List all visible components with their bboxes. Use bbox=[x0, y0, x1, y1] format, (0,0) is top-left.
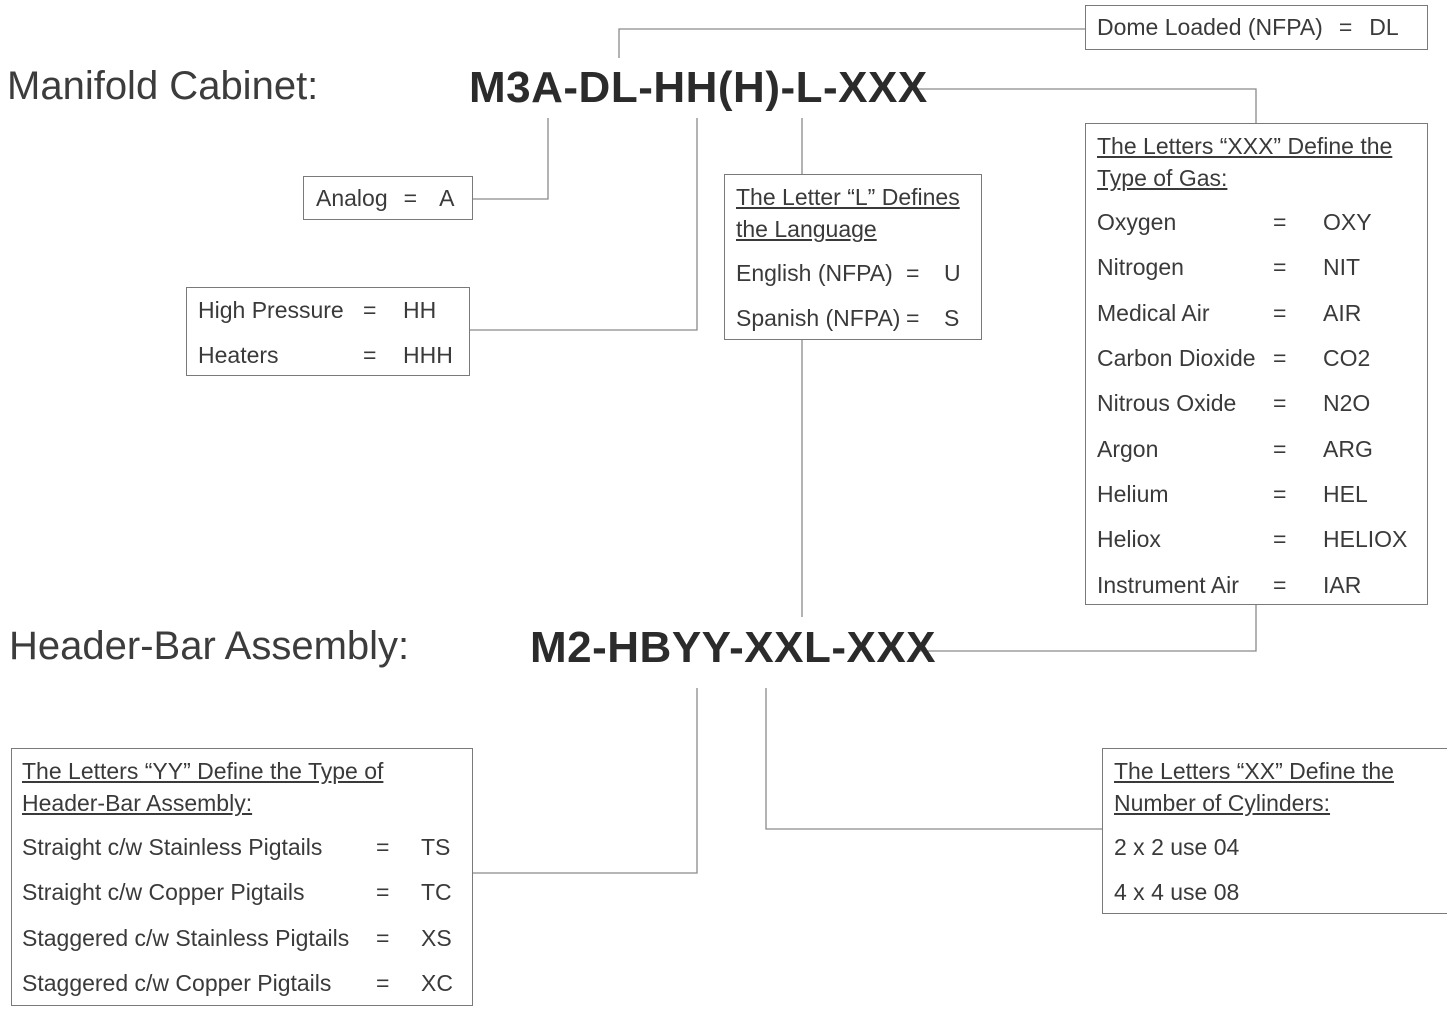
header-type-eq: = bbox=[376, 834, 390, 861]
gas-type-value: HELIOX bbox=[1323, 526, 1408, 553]
gas-type-eq: = bbox=[1273, 209, 1287, 236]
analog-eq: = bbox=[403, 184, 418, 211]
gas-type-row bbox=[1097, 381, 1427, 426]
header-type-value: TS bbox=[421, 834, 451, 861]
connector-dome-loaded bbox=[619, 29, 1086, 58]
manifold-part-code: M3A-DL-HH(H)-L-XXX bbox=[469, 63, 928, 112]
connector-gas-bottom bbox=[916, 605, 1256, 651]
pressure-row bbox=[198, 333, 469, 378]
gas-type-row bbox=[1097, 336, 1427, 381]
gas-type-value: OXY bbox=[1323, 209, 1372, 236]
gas-type-value: AIR bbox=[1323, 299, 1362, 326]
header-type-row bbox=[22, 825, 472, 870]
dome-loaded-box bbox=[1085, 5, 1428, 50]
gas-type-key: Nitrogen bbox=[1097, 254, 1184, 281]
gas-type-row bbox=[1097, 517, 1427, 562]
cylinders-title bbox=[1114, 755, 1447, 819]
gas-type-row bbox=[1097, 291, 1427, 336]
gas-type-key: Nitrous Oxide bbox=[1097, 390, 1237, 417]
analog-box bbox=[303, 176, 473, 220]
gas-type-eq: = bbox=[1273, 435, 1287, 462]
gas-type-key: Oxygen bbox=[1097, 209, 1177, 236]
pressure-box bbox=[186, 287, 470, 376]
gas-type-title bbox=[1097, 130, 1427, 194]
pressure-eq: = bbox=[363, 297, 377, 324]
connector-pressure bbox=[469, 118, 697, 330]
cylinders-text: 4 x 4 use 08 bbox=[1114, 879, 1240, 906]
dome-loaded-key: Dome Loaded (NFPA) bbox=[1097, 14, 1323, 40]
header-type-value: TC bbox=[421, 879, 452, 906]
gas-type-list bbox=[1097, 200, 1427, 608]
gas-type-value: N2O bbox=[1323, 390, 1371, 417]
gas-type-value: CO2 bbox=[1323, 345, 1371, 372]
gas-type-title-line2: Type of Gas: bbox=[1097, 165, 1228, 191]
header-type-title bbox=[22, 755, 472, 819]
pressure-row bbox=[198, 288, 469, 333]
header-type-row bbox=[22, 961, 472, 1006]
header-bar-label: Header-Bar Assembly: bbox=[9, 624, 410, 668]
cylinders-row bbox=[1114, 870, 1447, 915]
header-type-list bbox=[22, 825, 472, 1006]
gas-type-eq: = bbox=[1273, 526, 1287, 553]
pressure-value: HHH bbox=[403, 342, 453, 369]
header-type-title-line1: The Letters “YY” Define the Type of bbox=[22, 758, 384, 784]
header-type-key: Straight c/w Stainless Pigtails bbox=[22, 834, 323, 861]
cylinders-row bbox=[1114, 825, 1447, 870]
gas-type-eq: = bbox=[1273, 480, 1287, 507]
manifold-cabinet-label: Manifold Cabinet: bbox=[7, 64, 319, 108]
cylinders-title-line1: The Letters “XX” Define the bbox=[1114, 758, 1394, 784]
gas-type-row bbox=[1097, 426, 1427, 471]
dome-loaded-value: DL bbox=[1369, 14, 1399, 40]
language-row bbox=[736, 251, 981, 296]
header-type-box bbox=[11, 748, 473, 1006]
cylinders-box bbox=[1102, 748, 1447, 914]
language-title-line1: The Letter “L” Defines bbox=[736, 184, 960, 210]
gas-type-key: Helium bbox=[1097, 480, 1169, 507]
connector-header-type bbox=[473, 688, 697, 873]
header-type-key: Staggered c/w Copper Pigtails bbox=[22, 970, 332, 997]
language-value: S bbox=[944, 305, 960, 332]
gas-type-value: HEL bbox=[1323, 480, 1368, 507]
header-bar-part-code: M2-HBYY-XXL-XXX bbox=[530, 623, 937, 672]
gas-type-row bbox=[1097, 245, 1427, 290]
language-eq: = bbox=[906, 305, 920, 332]
gas-type-key: Argon bbox=[1097, 435, 1159, 462]
header-type-eq: = bbox=[376, 924, 390, 951]
gas-type-value: IAR bbox=[1323, 571, 1362, 598]
language-title-line2: the Language bbox=[736, 216, 877, 242]
connector-cylinders bbox=[766, 688, 1102, 829]
language-key: Spanish (NFPA) bbox=[736, 305, 901, 332]
dome-loaded-eq: = bbox=[1338, 14, 1353, 40]
analog-key: Analog bbox=[316, 184, 388, 211]
gas-type-title-line1: The Letters “XXX” Define the bbox=[1097, 133, 1393, 159]
gas-type-eq: = bbox=[1273, 254, 1287, 281]
gas-type-key: Carbon Dioxide bbox=[1097, 345, 1256, 372]
cylinders-title-line2: Number of Cylinders: bbox=[1114, 790, 1331, 816]
connector-analog bbox=[472, 118, 548, 199]
gas-type-row bbox=[1097, 472, 1427, 517]
header-type-title-line2: Header-Bar Assembly: bbox=[22, 790, 253, 816]
gas-type-key: Heliox bbox=[1097, 526, 1161, 553]
gas-type-box bbox=[1085, 123, 1428, 605]
language-key: English (NFPA) bbox=[736, 260, 893, 287]
gas-type-value: ARG bbox=[1323, 435, 1373, 462]
pressure-eq: = bbox=[363, 342, 377, 369]
gas-type-eq: = bbox=[1273, 345, 1287, 372]
header-type-eq: = bbox=[376, 970, 390, 997]
language-value: U bbox=[944, 260, 961, 287]
language-title bbox=[736, 181, 981, 245]
pressure-key: Heaters bbox=[198, 342, 279, 369]
analog-value: A bbox=[439, 184, 455, 211]
language-eq: = bbox=[906, 260, 920, 287]
gas-type-value: NIT bbox=[1323, 254, 1361, 281]
cylinders-text: 2 x 2 use 04 bbox=[1114, 834, 1240, 861]
header-type-key: Staggered c/w Stainless Pigtails bbox=[22, 924, 350, 951]
pressure-value: HH bbox=[403, 297, 437, 324]
gas-type-eq: = bbox=[1273, 299, 1287, 326]
header-type-row bbox=[22, 916, 472, 961]
gas-type-eq: = bbox=[1273, 571, 1287, 598]
gas-type-row bbox=[1097, 200, 1427, 245]
header-type-row bbox=[22, 870, 472, 915]
header-type-value: XS bbox=[421, 924, 452, 951]
language-row bbox=[736, 296, 981, 341]
header-type-eq: = bbox=[376, 879, 390, 906]
gas-type-key: Instrument Air bbox=[1097, 571, 1239, 598]
language-box bbox=[724, 174, 982, 340]
gas-type-row bbox=[1097, 562, 1427, 607]
pressure-key: High Pressure bbox=[198, 297, 344, 324]
gas-type-eq: = bbox=[1273, 390, 1287, 417]
gas-type-key: Medical Air bbox=[1097, 299, 1210, 326]
connector-gas-top bbox=[916, 89, 1256, 123]
header-type-key: Straight c/w Copper Pigtails bbox=[22, 879, 305, 906]
header-type-value: XC bbox=[421, 970, 453, 997]
